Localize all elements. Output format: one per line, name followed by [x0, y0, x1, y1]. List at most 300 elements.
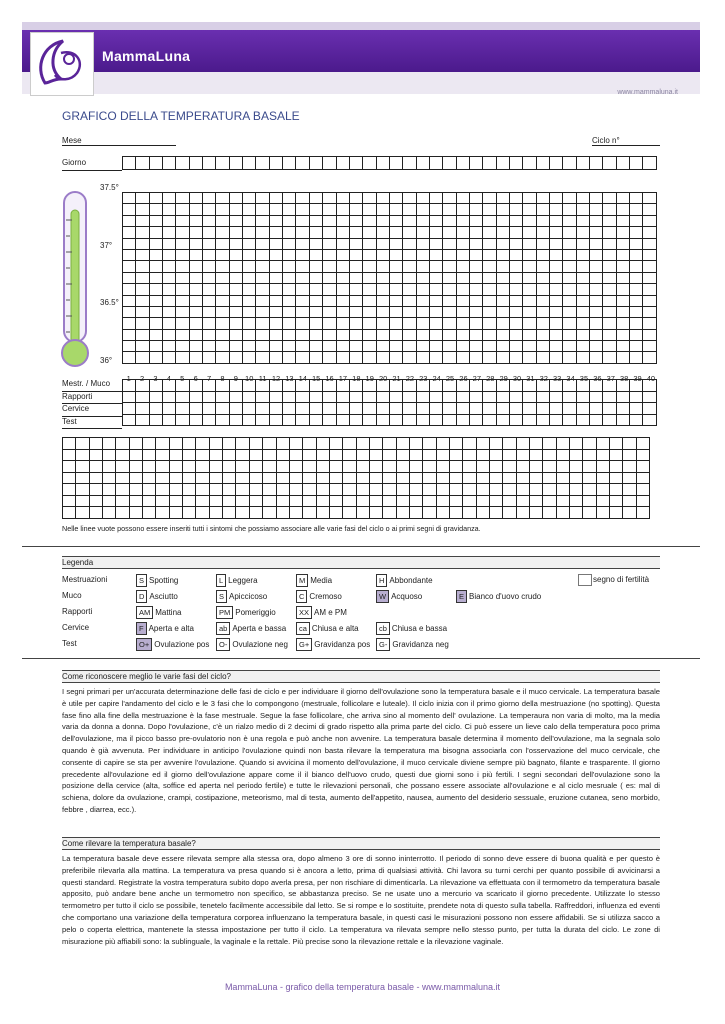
temp-cell[interactable]: [123, 341, 136, 352]
temp-cell[interactable]: [403, 204, 416, 215]
obs-cell[interactable]: [269, 380, 282, 392]
symptom-cell[interactable]: [103, 507, 116, 519]
symptom-cell[interactable]: [409, 484, 422, 496]
temp-cell[interactable]: [123, 318, 136, 329]
temp-cell[interactable]: [189, 272, 202, 283]
temp-cell[interactable]: [269, 215, 282, 226]
symptom-cell[interactable]: [369, 449, 382, 461]
symptom-cell[interactable]: [623, 484, 636, 496]
obs-cell[interactable]: [363, 403, 376, 415]
symptom-cell[interactable]: [116, 495, 129, 507]
symptom-cell[interactable]: [209, 438, 222, 450]
temp-cell[interactable]: [509, 306, 522, 317]
temp-cell[interactable]: [536, 295, 549, 306]
symptom-cell[interactable]: [583, 507, 596, 519]
symptom-cell[interactable]: [449, 507, 462, 519]
symptom-cell[interactable]: [449, 472, 462, 484]
symptom-cell[interactable]: [516, 449, 529, 461]
temp-cell[interactable]: [203, 193, 216, 204]
temp-cell[interactable]: [283, 261, 296, 272]
temp-cell[interactable]: [283, 272, 296, 283]
temp-cell[interactable]: [349, 204, 362, 215]
temp-cell[interactable]: [123, 261, 136, 272]
temp-cell[interactable]: [256, 193, 269, 204]
symptom-cell[interactable]: [423, 438, 436, 450]
temp-cell[interactable]: [563, 352, 576, 363]
temp-cell[interactable]: [136, 238, 149, 249]
symptom-cell[interactable]: [76, 438, 89, 450]
obs-cell[interactable]: [269, 414, 282, 426]
temp-cell[interactable]: [323, 329, 336, 340]
temp-cell[interactable]: [509, 341, 522, 352]
temp-cell[interactable]: [283, 227, 296, 238]
symptom-cell[interactable]: [556, 507, 569, 519]
giorno-cell[interactable]: [416, 157, 429, 170]
temp-cell[interactable]: [283, 295, 296, 306]
symptom-cell[interactable]: [476, 461, 489, 473]
temp-cell[interactable]: [603, 204, 616, 215]
obs-cell[interactable]: [496, 380, 509, 392]
symptom-cell[interactable]: [409, 461, 422, 473]
giorno-cell[interactable]: [603, 157, 616, 170]
temp-cell[interactable]: [336, 341, 349, 352]
temp-cell[interactable]: [563, 318, 576, 329]
temp-cell[interactable]: [483, 352, 496, 363]
symptom-cell[interactable]: [449, 449, 462, 461]
giorno-cell[interactable]: [283, 157, 296, 170]
temp-cell[interactable]: [349, 329, 362, 340]
temp-cell[interactable]: [376, 204, 389, 215]
obs-cell[interactable]: [630, 414, 643, 426]
obs-cell[interactable]: [203, 380, 216, 392]
obs-cell[interactable]: [576, 391, 589, 403]
symptom-cell[interactable]: [583, 484, 596, 496]
temp-cell[interactable]: [123, 329, 136, 340]
temp-cell[interactable]: [256, 295, 269, 306]
temp-cell[interactable]: [349, 272, 362, 283]
temp-cell[interactable]: [376, 215, 389, 226]
obs-cell[interactable]: [523, 380, 536, 392]
temp-cell[interactable]: [603, 284, 616, 295]
symptom-cell[interactable]: [129, 495, 142, 507]
symptom-cell[interactable]: [276, 438, 289, 450]
temp-cell[interactable]: [149, 284, 162, 295]
temp-cell[interactable]: [203, 227, 216, 238]
temp-cell[interactable]: [203, 261, 216, 272]
temp-cell[interactable]: [496, 249, 509, 260]
symptom-cell[interactable]: [583, 449, 596, 461]
obs-cell[interactable]: [403, 414, 416, 426]
temp-cell[interactable]: [309, 352, 322, 363]
temp-cell[interactable]: [550, 352, 563, 363]
temp-cell[interactable]: [483, 238, 496, 249]
temp-cell[interactable]: [403, 238, 416, 249]
temp-cell[interactable]: [523, 249, 536, 260]
obs-cell[interactable]: [483, 391, 496, 403]
symptom-cell[interactable]: [476, 507, 489, 519]
temp-cell[interactable]: [389, 318, 402, 329]
temp-cell[interactable]: [643, 318, 656, 329]
temp-cell[interactable]: [269, 227, 282, 238]
symptom-cell[interactable]: [636, 484, 649, 496]
temp-cell[interactable]: [590, 215, 603, 226]
obs-cell[interactable]: [456, 414, 469, 426]
temp-cell[interactable]: [429, 261, 442, 272]
obs-cell[interactable]: [443, 403, 456, 415]
obs-cell[interactable]: [429, 403, 442, 415]
symptom-cell[interactable]: [129, 438, 142, 450]
temp-cell[interactable]: [403, 329, 416, 340]
symptom-cell[interactable]: [103, 461, 116, 473]
symptom-cell[interactable]: [263, 472, 276, 484]
temp-cell[interactable]: [243, 193, 256, 204]
symptom-cell[interactable]: [263, 461, 276, 473]
symptom-cell[interactable]: [583, 495, 596, 507]
temp-cell[interactable]: [509, 227, 522, 238]
obs-cell[interactable]: [443, 414, 456, 426]
giorno-cell[interactable]: [149, 157, 162, 170]
temp-cell[interactable]: [563, 204, 576, 215]
symptom-cell[interactable]: [329, 438, 342, 450]
symptom-cell[interactable]: [63, 484, 76, 496]
giorno-cell[interactable]: [136, 157, 149, 170]
temp-cell[interactable]: [349, 318, 362, 329]
temp-cell[interactable]: [336, 249, 349, 260]
temp-cell[interactable]: [536, 227, 549, 238]
obs-cell[interactable]: [269, 391, 282, 403]
obs-cell[interactable]: [189, 414, 202, 426]
temp-cell[interactable]: [643, 238, 656, 249]
ciclo-field[interactable]: [592, 136, 660, 146]
temp-cell[interactable]: [483, 272, 496, 283]
symptom-cell[interactable]: [143, 461, 156, 473]
temp-cell[interactable]: [136, 249, 149, 260]
temp-cell[interactable]: [309, 227, 322, 238]
temp-cell[interactable]: [603, 341, 616, 352]
obs-cell[interactable]: [283, 403, 296, 415]
temp-cell[interactable]: [389, 238, 402, 249]
temp-cell[interactable]: [363, 318, 376, 329]
symptom-cell[interactable]: [596, 507, 609, 519]
temp-cell[interactable]: [176, 306, 189, 317]
temp-cell[interactable]: [563, 306, 576, 317]
symptom-cell[interactable]: [103, 495, 116, 507]
temp-cell[interactable]: [363, 284, 376, 295]
temp-cell[interactable]: [550, 318, 563, 329]
symptom-cell[interactable]: [383, 495, 396, 507]
temp-cell[interactable]: [123, 295, 136, 306]
temp-cell[interactable]: [189, 227, 202, 238]
temp-cell[interactable]: [576, 272, 589, 283]
symptom-cell[interactable]: [209, 449, 222, 461]
giorno-cell[interactable]: [349, 157, 362, 170]
temp-cell[interactable]: [309, 329, 322, 340]
obs-cell[interactable]: [429, 414, 442, 426]
temp-cell[interactable]: [643, 215, 656, 226]
temp-cell[interactable]: [323, 352, 336, 363]
temp-cell[interactable]: [189, 204, 202, 215]
temp-cell[interactable]: [269, 306, 282, 317]
temp-cell[interactable]: [376, 306, 389, 317]
temp-cell[interactable]: [630, 204, 643, 215]
obs-cell[interactable]: [203, 391, 216, 403]
symptom-cell[interactable]: [169, 461, 182, 473]
temp-cell[interactable]: [376, 295, 389, 306]
temp-cell[interactable]: [416, 272, 429, 283]
obs-cell[interactable]: [323, 380, 336, 392]
obs-cell[interactable]: [536, 391, 549, 403]
symptom-cell[interactable]: [156, 449, 169, 461]
temp-cell[interactable]: [469, 341, 482, 352]
symptom-cell[interactable]: [543, 472, 556, 484]
symptom-cell[interactable]: [490, 472, 503, 484]
symptom-cell[interactable]: [183, 484, 196, 496]
temp-cell[interactable]: [429, 249, 442, 260]
temp-cell[interactable]: [296, 193, 309, 204]
symptom-cell[interactable]: [63, 472, 76, 484]
symptom-cell[interactable]: [516, 484, 529, 496]
symptom-cell[interactable]: [249, 507, 262, 519]
symptom-cell[interactable]: [436, 449, 449, 461]
temp-cell[interactable]: [536, 318, 549, 329]
symptom-cell[interactable]: [436, 495, 449, 507]
obs-cell[interactable]: [616, 414, 629, 426]
temp-cell[interactable]: [429, 284, 442, 295]
symptom-cell[interactable]: [276, 495, 289, 507]
temp-cell[interactable]: [203, 295, 216, 306]
symptom-cell[interactable]: [503, 484, 516, 496]
giorno-cell[interactable]: [189, 157, 202, 170]
symptom-cell[interactable]: [116, 449, 129, 461]
temp-cell[interactable]: [323, 261, 336, 272]
temp-cell[interactable]: [323, 227, 336, 238]
temp-cell[interactable]: [469, 318, 482, 329]
obs-cell[interactable]: [336, 403, 349, 415]
temp-cell[interactable]: [603, 272, 616, 283]
temp-cell[interactable]: [496, 261, 509, 272]
symptom-cell[interactable]: [89, 438, 102, 450]
symptom-cell[interactable]: [543, 449, 556, 461]
obs-cell[interactable]: [550, 391, 563, 403]
obs-cell[interactable]: [496, 414, 509, 426]
symptom-cell[interactable]: [490, 484, 503, 496]
obs-cell[interactable]: [536, 414, 549, 426]
symptom-cell[interactable]: [196, 484, 209, 496]
temp-cell[interactable]: [550, 227, 563, 238]
temp-cell[interactable]: [323, 306, 336, 317]
temp-cell[interactable]: [363, 204, 376, 215]
temp-cell[interactable]: [563, 295, 576, 306]
temp-cell[interactable]: [176, 204, 189, 215]
obs-cell[interactable]: [563, 380, 576, 392]
obs-cell[interactable]: [176, 414, 189, 426]
temp-cell[interactable]: [163, 295, 176, 306]
temp-cell[interactable]: [149, 341, 162, 352]
obs-cell[interactable]: [443, 380, 456, 392]
temp-cell[interactable]: [456, 261, 469, 272]
obs-cell[interactable]: [403, 403, 416, 415]
symptom-cell[interactable]: [476, 438, 489, 450]
temp-cell[interactable]: [283, 329, 296, 340]
obs-cell[interactable]: [416, 391, 429, 403]
symptom-cell[interactable]: [530, 449, 543, 461]
temp-cell[interactable]: [523, 352, 536, 363]
temp-cell[interactable]: [216, 227, 229, 238]
symptom-cell[interactable]: [436, 461, 449, 473]
temp-cell[interactable]: [136, 272, 149, 283]
temp-cell[interactable]: [576, 227, 589, 238]
symptom-cell[interactable]: [516, 461, 529, 473]
symptom-cell[interactable]: [503, 472, 516, 484]
temp-cell[interactable]: [416, 341, 429, 352]
giorno-cell[interactable]: [203, 157, 216, 170]
symptom-cell[interactable]: [196, 461, 209, 473]
temp-cell[interactable]: [456, 204, 469, 215]
obs-cell[interactable]: [550, 403, 563, 415]
temp-cell[interactable]: [136, 318, 149, 329]
temp-cell[interactable]: [176, 284, 189, 295]
symptom-cell[interactable]: [636, 507, 649, 519]
symptom-cell[interactable]: [516, 495, 529, 507]
temp-cell[interactable]: [163, 261, 176, 272]
symptom-cell[interactable]: [103, 472, 116, 484]
obs-cell[interactable]: [603, 391, 616, 403]
obs-cell[interactable]: [456, 403, 469, 415]
temp-cell[interactable]: [630, 329, 643, 340]
symptom-cell[interactable]: [636, 495, 649, 507]
symptom-cell[interactable]: [543, 495, 556, 507]
temp-cell[interactable]: [216, 215, 229, 226]
obs-cell[interactable]: [323, 403, 336, 415]
temp-cell[interactable]: [123, 238, 136, 249]
temp-cell[interactable]: [229, 215, 242, 226]
temp-cell[interactable]: [403, 215, 416, 226]
temp-cell[interactable]: [229, 227, 242, 238]
temp-cell[interactable]: [229, 295, 242, 306]
symptom-cell[interactable]: [369, 495, 382, 507]
temp-cell[interactable]: [429, 329, 442, 340]
temp-cell[interactable]: [163, 249, 176, 260]
temp-cell[interactable]: [323, 204, 336, 215]
temp-cell[interactable]: [349, 193, 362, 204]
giorno-cell[interactable]: [496, 157, 509, 170]
temp-cell[interactable]: [456, 284, 469, 295]
symptom-cell[interactable]: [183, 472, 196, 484]
symptom-cell[interactable]: [76, 495, 89, 507]
temp-cell[interactable]: [189, 341, 202, 352]
temp-cell[interactable]: [176, 295, 189, 306]
symptom-cell[interactable]: [530, 472, 543, 484]
temp-cell[interactable]: [576, 306, 589, 317]
symptom-cell[interactable]: [289, 472, 302, 484]
temp-cell[interactable]: [163, 352, 176, 363]
symptom-cell[interactable]: [209, 507, 222, 519]
temp-cell[interactable]: [389, 227, 402, 238]
temp-cell[interactable]: [123, 306, 136, 317]
obs-cell[interactable]: [349, 391, 362, 403]
temp-cell[interactable]: [296, 295, 309, 306]
obs-cell[interactable]: [443, 391, 456, 403]
temp-cell[interactable]: [443, 261, 456, 272]
temp-cell[interactable]: [469, 329, 482, 340]
symptom-cell[interactable]: [369, 484, 382, 496]
temp-cell[interactable]: [630, 352, 643, 363]
temp-cell[interactable]: [403, 341, 416, 352]
temp-cell[interactable]: [616, 227, 629, 238]
symptom-cell[interactable]: [423, 484, 436, 496]
symptom-cell[interactable]: [530, 461, 543, 473]
temp-cell[interactable]: [363, 227, 376, 238]
symptom-cell[interactable]: [503, 507, 516, 519]
symptom-cell[interactable]: [343, 472, 356, 484]
temp-cell[interactable]: [403, 284, 416, 295]
temp-cell[interactable]: [136, 295, 149, 306]
obs-cell[interactable]: [389, 403, 402, 415]
symptom-cell[interactable]: [76, 449, 89, 461]
obs-cell[interactable]: [550, 414, 563, 426]
symptom-cell[interactable]: [289, 495, 302, 507]
temp-cell[interactable]: [590, 318, 603, 329]
symptom-cell[interactable]: [209, 495, 222, 507]
temp-cell[interactable]: [616, 352, 629, 363]
temp-cell[interactable]: [296, 272, 309, 283]
symptom-cell[interactable]: [63, 461, 76, 473]
temp-cell[interactable]: [189, 352, 202, 363]
temp-cell[interactable]: [376, 284, 389, 295]
temp-cell[interactable]: [403, 272, 416, 283]
temp-cell[interactable]: [243, 249, 256, 260]
symptom-cell[interactable]: [63, 438, 76, 450]
symptom-cell[interactable]: [303, 461, 316, 473]
symptom-cell[interactable]: [623, 461, 636, 473]
symptom-cell[interactable]: [570, 461, 583, 473]
symptom-cell[interactable]: [89, 484, 102, 496]
temp-cell[interactable]: [189, 318, 202, 329]
temp-cell[interactable]: [283, 193, 296, 204]
symptom-cell[interactable]: [596, 484, 609, 496]
obs-cell[interactable]: [309, 391, 322, 403]
temp-cell[interactable]: [523, 306, 536, 317]
temp-cell[interactable]: [349, 295, 362, 306]
obs-cell[interactable]: [256, 380, 269, 392]
temp-cell[interactable]: [523, 227, 536, 238]
temp-cell[interactable]: [336, 238, 349, 249]
symptom-cell[interactable]: [530, 438, 543, 450]
temp-cell[interactable]: [376, 193, 389, 204]
obs-cell[interactable]: [363, 380, 376, 392]
temp-cell[interactable]: [416, 352, 429, 363]
obs-cell[interactable]: [136, 380, 149, 392]
temp-cell[interactable]: [483, 261, 496, 272]
symptom-cell[interactable]: [89, 461, 102, 473]
obs-cell[interactable]: [563, 414, 576, 426]
temp-cell[interactable]: [429, 193, 442, 204]
temp-cell[interactable]: [349, 341, 362, 352]
symptom-cell[interactable]: [623, 449, 636, 461]
symptom-cell[interactable]: [556, 495, 569, 507]
temp-cell[interactable]: [256, 261, 269, 272]
symptom-cell[interactable]: [303, 484, 316, 496]
obs-cell[interactable]: [456, 391, 469, 403]
temp-cell[interactable]: [536, 352, 549, 363]
temp-cell[interactable]: [243, 261, 256, 272]
symptom-cell[interactable]: [423, 449, 436, 461]
symptom-cell[interactable]: [236, 495, 249, 507]
obs-cell[interactable]: [216, 403, 229, 415]
symptom-cell[interactable]: [396, 461, 409, 473]
giorno-cell[interactable]: [336, 157, 349, 170]
symptom-cell[interactable]: [543, 484, 556, 496]
